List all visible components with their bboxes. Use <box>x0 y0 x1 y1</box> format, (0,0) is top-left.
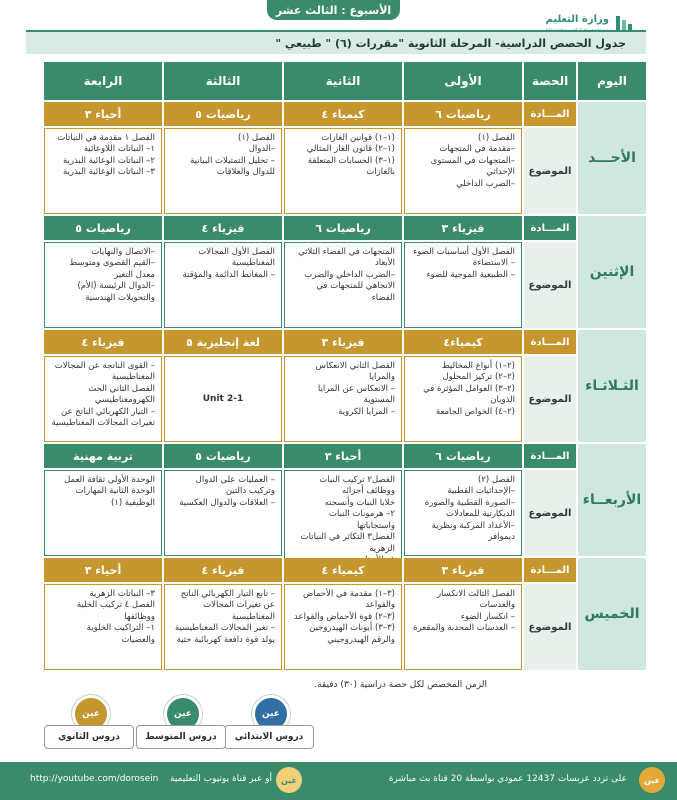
period-cell <box>284 330 402 442</box>
lesson-topics: –الاتصال والنهايات –القيم القصوى ومتوسط معدل التغير –الدوال الرئيسة (الأم) والتحويلات الهندسية <box>44 242 162 328</box>
header-day: اليوم <box>578 62 646 100</box>
subject-name: أحياء ٣ <box>44 558 162 582</box>
subject-name: فيزياء ٤ <box>164 558 282 582</box>
lesson-topics: الفصل (١) –مقدمة في المتجهات –المتجهات في المستوى الإحداثي –الضرب الداخلي <box>404 128 522 214</box>
subject-name: فيزياء ٣ <box>404 216 522 240</box>
period-cell <box>404 558 522 670</box>
ministry-name: وزارة التعليم <box>545 14 609 25</box>
youtube-url[interactable]: http://youtube.com/dorosein <box>30 774 159 784</box>
lesson-topics: الوحدة الأولى ثقافة العمل الوحدة الثانية المهارات الوظيفية (١) <box>44 470 162 556</box>
period-cell <box>44 102 162 214</box>
subject-row-label: المـــادة <box>524 216 576 240</box>
header-period-3: الثالثة <box>164 62 282 100</box>
topic-row-label: الموضوع <box>524 128 576 214</box>
topic-row-label: الموضوع <box>524 356 576 442</box>
subject-name: رياضيات ٥ <box>164 102 282 126</box>
lesson-topics: الفصل الأول أساسيات الضوء – الاستضاءة – الطبيعية الموجية للضوء <box>404 242 522 328</box>
subject-name: رياضيات ٥ <box>164 444 282 468</box>
channel-primary[interactable] <box>220 695 316 751</box>
period-cell <box>44 444 162 556</box>
lesson-topics: – القوى الناتجة عن المجالات المغناطيسية الفصل الثاني الحث الكهرومغناطيسي – التيار الكهربائي الناتج عن تغيرات المجالات المغناطيسية <box>44 356 162 442</box>
subject-name: فيزياء ٤ <box>44 330 162 354</box>
lesson-topics: ٣– النباتات الزهرية الفصل ٤ تركيب الخلية ووظائفها ١– التراكيب الخلوية والعضيات <box>44 584 162 670</box>
period-cell <box>164 330 282 442</box>
subject-name: كيمياء ٤ <box>284 558 402 582</box>
row-labels <box>524 216 576 328</box>
subject-name: أحياء ٣ <box>44 102 162 126</box>
period-cell <box>44 330 162 442</box>
topic-row-label: الموضوع <box>524 584 576 670</box>
channel-intermediate[interactable] <box>132 695 228 751</box>
subject-name: فيزياء ٣ <box>404 558 522 582</box>
lesson-topics: الفصل الثالث الانكسار والعدسات – انكسار الضوء – العدسات المحدبة والمقعرة <box>404 584 522 670</box>
subject-name: رياضيات ٦ <box>404 102 522 126</box>
row-labels <box>524 444 576 556</box>
period-cell <box>284 102 402 214</box>
subject-name: كيمياء٤ <box>404 330 522 354</box>
footer-bar <box>0 762 677 800</box>
period-cell <box>404 330 522 442</box>
day-name: الإثنين <box>578 216 646 328</box>
subject-name: فيزياء ٣ <box>284 330 402 354</box>
channel-intermediate-label: دروس المتوسط <box>136 725 226 749</box>
day-name: الأحـــد <box>578 102 646 214</box>
row-labels <box>524 102 576 214</box>
header-period-1: الأولى <box>404 62 522 100</box>
channel-primary-label: دروس الابتدائي <box>224 725 314 749</box>
ein-channel-logo: عين <box>639 767 665 793</box>
lesson-topics: الفصل (١) –الدوال – تحليل التمثيلات البيانية للدوال والعلاقات <box>164 128 282 214</box>
subject-name: رياضيات ٥ <box>44 216 162 240</box>
lesson-topics: الفصل الأول المجالات المغناطيسية – المغانط الدائمة والمؤقتة <box>164 242 282 328</box>
header-period-2: الثانية <box>284 62 402 100</box>
schedule-table <box>26 62 646 676</box>
subject-name: رياضيات ٦ <box>404 444 522 468</box>
subject-name: رياضيات ٦ <box>284 216 402 240</box>
period-cell <box>164 216 282 328</box>
header-period: الحصة <box>524 62 576 100</box>
channel-secondary[interactable] <box>40 695 136 751</box>
period-cell <box>284 216 402 328</box>
period-cell <box>404 102 522 214</box>
header-period-4: الرابعة <box>44 62 162 100</box>
subject-name: أحياء ٣ <box>284 444 402 468</box>
lesson-topics: الفصل ١ مقدمة في النباتات ١– النباتات اللاوعائية ٢– النباتات الوعائية البذرية ٣– النباتات الوعائية البذرية <box>44 128 162 214</box>
subject-name: فيزياء ٤ <box>164 216 282 240</box>
period-cell <box>284 444 402 556</box>
topic-row-label: الموضوع <box>524 242 576 328</box>
period-duration-note: الزمن المخصص لكل حصة دراسية (٣٠) دقيقة. <box>314 680 487 690</box>
day-name: الثـلاثـاء <box>578 330 646 442</box>
channel-intermediate-badge: عين <box>164 695 202 733</box>
channel-secondary-badge: عين <box>72 695 110 733</box>
lesson-topics: المتجهات في الفضاء الثلاثي الأبعاد –الضرب الداخلي والضرب الاتجاهي للمتجهات في الفضاء <box>284 242 402 328</box>
period-cell <box>44 216 162 328</box>
schedule-title: جدول الحصص الدراسية- المرحلة الثانوية "مقررات (٦) " طبيعي " <box>275 36 626 50</box>
subject-row-label: المـــادة <box>524 330 576 354</box>
topic-row-label: الموضوع <box>524 470 576 556</box>
channel-primary-badge: عين <box>252 695 290 733</box>
subject-row-label: المـــادة <box>524 102 576 126</box>
period-cell <box>164 444 282 556</box>
week-label: الأسبوع : الثالث عشر <box>267 0 400 20</box>
channel-secondary-label: دروس الثانوي <box>44 725 134 749</box>
row-labels <box>524 558 576 670</box>
subject-row-label: المـــادة <box>524 558 576 582</box>
subject-name: كيمياء ٤ <box>284 102 402 126</box>
schedule-title-bar <box>26 30 646 54</box>
period-cell <box>44 558 162 670</box>
period-cell <box>404 216 522 328</box>
youtube-channel-logo: عين <box>276 767 302 793</box>
day-name: الخميس <box>578 558 646 670</box>
day-name: الأربعــاء <box>578 444 646 556</box>
subject-name: لغة إنجليزية ٥ <box>164 330 282 354</box>
period-cell <box>164 558 282 670</box>
lesson-topics: – العمليات على الدوال وتركيب دالتين – العلاقات والدوال العكسية <box>164 470 282 556</box>
period-cell <box>404 444 522 556</box>
period-cell <box>284 558 402 670</box>
period-cell <box>164 102 282 214</box>
row-labels <box>524 330 576 442</box>
youtube-text: أو عبر قناة يوتيوب التعليمية <box>170 774 273 784</box>
lesson-topics: (٣–١) مقدمة في الأحماض والقواعد (٣–٢) قوة الأحماض والقواعد (٣–٣) أيونات الهيدروجين والرقم الهيدروجيني <box>284 584 402 670</box>
satellite-text: على تردد عربسات 12437 عمودي بواسطة 20 قناة بث مباشرة <box>388 774 627 784</box>
lesson-topics: الفصل (٢) –الإحداثيات القطبية –الصورة القطبية والصورة الديكارتية للمعادلات –الأعداد المركبة ونظرية ديموافر <box>404 470 522 556</box>
lesson-topics: الفصل٢ تركيب النبات ووظائف أجزائه خلايا النبات وأنسجته ٢– هرمونات النبات واستجاباتها الفصل٣ التكاثر في النباتات الزهرية <box>284 470 402 572</box>
lesson-topics: (٢–١) أنواع المخاليط (٢–٢) تركيز المحلول (٢–٣) العوامل المؤثرة في الذوبان (٢–٤) الخواص الجامعة <box>404 356 522 442</box>
lesson-topics: (١–١) قوانين الغازات (١–٢) قانون الغاز المثالي (١–٣) الحسابات المتعلقة بالغازات <box>284 128 402 214</box>
lesson-topics: Unit 2-1 <box>164 356 282 442</box>
lesson-topics: – تابع التيار الكهربائي الناتج عن تغيرات المجالات المغناطيسية – تغير المجالات المغناطيسية يولد قوة دافعة كهربائية حثية <box>164 584 282 670</box>
subject-name: تربية مهنية <box>44 444 162 468</box>
lesson-topics: الفصل الثاني الانعكاس والمرايا – الانعكاس عن المرايا المستوية – المرايا الكروية <box>284 356 402 442</box>
subject-row-label: المـــادة <box>524 444 576 468</box>
